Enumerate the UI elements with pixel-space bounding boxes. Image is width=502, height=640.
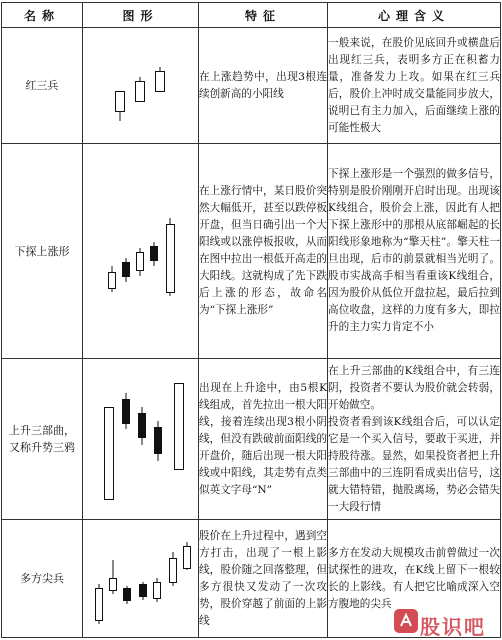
table-header-row <box>2 3 501 28</box>
pattern-figure <box>83 28 199 144</box>
pattern-figure <box>83 520 199 638</box>
table-row <box>2 28 501 144</box>
header-name: 名称 <box>2 3 83 28</box>
header-meaning: 心理含义 <box>328 3 501 28</box>
pattern-figure <box>83 359 199 520</box>
watermark-text: 股识吧 <box>420 615 486 639</box>
candlestick-chart-icon <box>85 524 197 634</box>
candlestick-chart-icon <box>86 196 196 306</box>
pattern-name-line: 又称升势三鸦 <box>9 441 75 454</box>
pattern-feature: 股价在上升过程中，遇到空方打击，出现了一根上影线，股价随之回落整理，但多方很快又发动了一次攻势，股价穿越了前面的上影线 <box>199 520 328 638</box>
table-row <box>2 359 501 520</box>
pattern-feature: 在上涨趋势中，出现3根连续创新高的小阳线 <box>199 28 328 144</box>
pattern-name: 多方尖兵 <box>2 520 83 638</box>
pattern-feature: 出现在上升途中，由5根K线组成，首先拉出一根大阳线，接着连续出现3根小阴线，但没有跌破前面阳线的开盘价，随后出现一根大阳线或中阳线，其走势有点类似英文字母“N” <box>199 359 328 520</box>
pattern-meaning-paragraph: 投资者看到该K线组合后，可以认定它是一个买入信号，要敢于买进，并持股待涨。显然，如果投资者把上升三部曲中的三连阴看成卖出信号，这就大错特错，抛股离场，势必会错失一大段行情 <box>328 415 500 513</box>
candlestick-chart-icon <box>86 369 196 509</box>
header-figure: 图形 <box>83 3 199 28</box>
pattern-meaning: 一般来说，在股价见底回升或横盘后出现红三兵，表明多方正在积蓄力量，准备发力上攻。如果在红三兵后，股价上冲时成交量能同步放大，说明已有主力加入，后面继续上涨的可能性极大 <box>328 28 501 144</box>
table-row <box>2 144 501 359</box>
pattern-meaning: 下探上涨形是一个强烈的做多信号，特别是股价刚刚开启时出现。出现该K线组合，股价会上涨，因此有人把下探上涨形中的那根从底部崛起的长阳线形象地称为“擎天柱”。擎天柱一旦出现，后市的前景就相当光明了。股市实战高手相当看重该K线组合，因为股价从低位开盘拉起，最后拉到高位收盘，这样的力度有多大，即拉升的主力实力肯定不小 <box>328 144 501 359</box>
pattern-table <box>1 2 501 638</box>
pattern-meaning <box>328 359 501 520</box>
pattern-meaning-paragraph: 在上升三部曲的K线组合中，有三连阴，投资者不要认为股价就会转弱，开始做空。 <box>328 364 500 411</box>
pattern-name <box>2 359 83 520</box>
pattern-name: 下探上涨形 <box>2 144 83 359</box>
pattern-name: 红三兵 <box>2 28 83 144</box>
pattern-meaning: 多方在发动大规模攻击前曾做过一次试探性的进攻，在K线上留下一根较长的上影线。有人把它比喻成深入空方腹地的尖兵 <box>328 520 501 638</box>
pattern-feature: 在上涨行情中，某日股价突然大幅低开，甚至以跌停板开盘，但当日确引出一个大阳线或以涨停板报收，从而在图中拉出一根低开高走的大阳线。这就构成了先下跌后上涨的形态，故命名为“下探上涨形” <box>199 144 328 359</box>
pattern-name-line: 上升三部曲， <box>9 424 75 437</box>
candlestick-chart-icon <box>86 31 196 141</box>
pattern-figure <box>83 144 199 359</box>
header-feature: 特征 <box>199 3 328 28</box>
